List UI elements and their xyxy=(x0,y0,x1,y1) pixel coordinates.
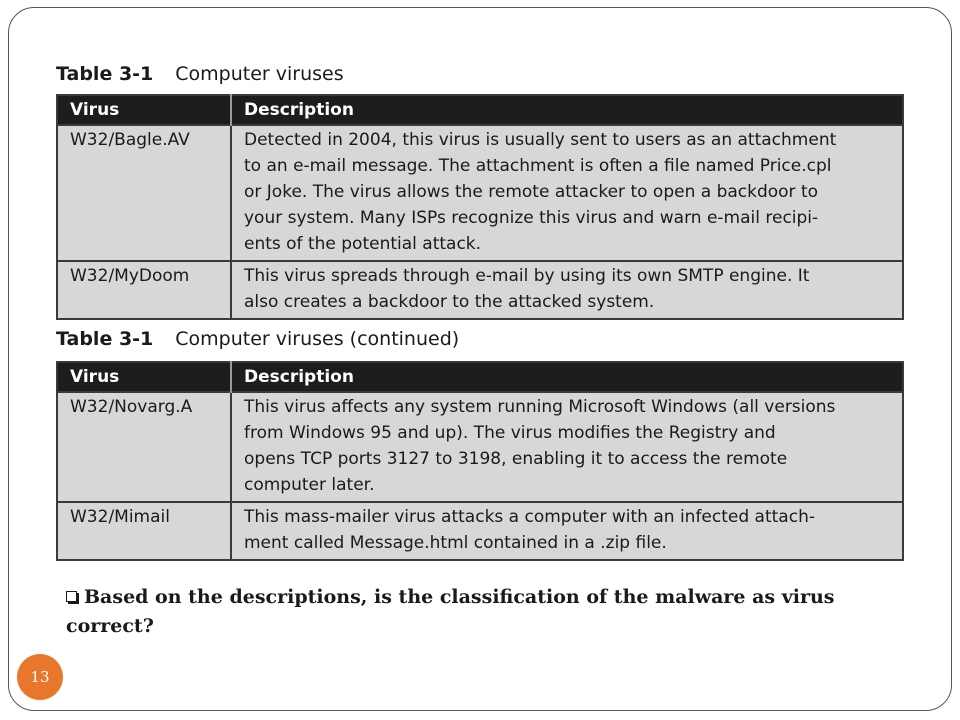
header-description: Description xyxy=(231,362,903,392)
table-1-caption-number: Table 3-1 xyxy=(56,63,154,85)
description-line: to an e-mail message. The attachment is often a file named Price.cpl xyxy=(244,156,832,176)
question-bullet xyxy=(66,583,906,641)
virus-name-cell: W32/MyDoom xyxy=(57,261,231,319)
description-line: or Joke. The virus allows the remote attacker to open a backdoor to xyxy=(244,182,819,202)
virus-table-1 xyxy=(56,94,904,320)
question-text: Based on the descriptions, is the classification of the malware as virus correct? xyxy=(66,586,835,637)
virus-name-cell: W32/Bagle.AV xyxy=(57,125,231,261)
description-line: from Windows 95 and up). The virus modifies the Registry and xyxy=(244,423,776,443)
virus-table-1-block xyxy=(56,61,904,320)
description-line: This virus spreads through e-mail by using its own SMTP engine. It xyxy=(244,266,810,286)
virus-table-2 xyxy=(56,361,904,561)
page-number-badge: 13 xyxy=(17,654,63,700)
table-row xyxy=(57,392,903,502)
description-cell xyxy=(231,502,903,560)
description-line: ents of the potential attack. xyxy=(244,234,482,254)
table-row xyxy=(57,261,903,319)
description-line: also creates a backdoor to the attacked system. xyxy=(244,292,655,312)
table-2-caption xyxy=(56,326,904,352)
description-line: Detected in 2004, this virus is usually sent to users as an attachment xyxy=(244,130,837,150)
table-1-caption xyxy=(56,61,904,87)
table-header-row xyxy=(57,95,903,125)
description-line: computer later. xyxy=(244,475,375,495)
table-header-row xyxy=(57,362,903,392)
header-description: Description xyxy=(231,95,903,125)
virus-name-cell: W32/Novarg.A xyxy=(57,392,231,502)
virus-name-cell: W32/Mimail xyxy=(57,502,231,560)
table-row xyxy=(57,502,903,560)
description-line: ment called Message.html contained in a .zip file. xyxy=(244,533,667,553)
table-row xyxy=(57,125,903,261)
description-line: This virus affects any system running Microsoft Windows (all versions xyxy=(244,397,836,417)
description-line: your system. Many ISPs recognize this virus and warn e-mail recipi- xyxy=(244,208,819,228)
table-1-caption-title: Computer viruses xyxy=(175,63,344,85)
checkbox-bullet-icon xyxy=(66,591,77,602)
table-2-caption-number: Table 3-1 xyxy=(56,328,154,350)
description-line: opens TCP ports 3127 to 3198, enabling it to access the remote xyxy=(244,449,788,469)
description-line: This mass-mailer virus attacks a computer with an infected attach- xyxy=(244,507,815,527)
description-cell xyxy=(231,125,903,261)
header-virus: Virus xyxy=(57,362,231,392)
table-2-caption-title: Computer viruses (continued) xyxy=(175,328,460,350)
description-cell xyxy=(231,261,903,319)
virus-table-2-block xyxy=(56,326,904,561)
description-cell xyxy=(231,392,903,502)
header-virus: Virus xyxy=(57,95,231,125)
